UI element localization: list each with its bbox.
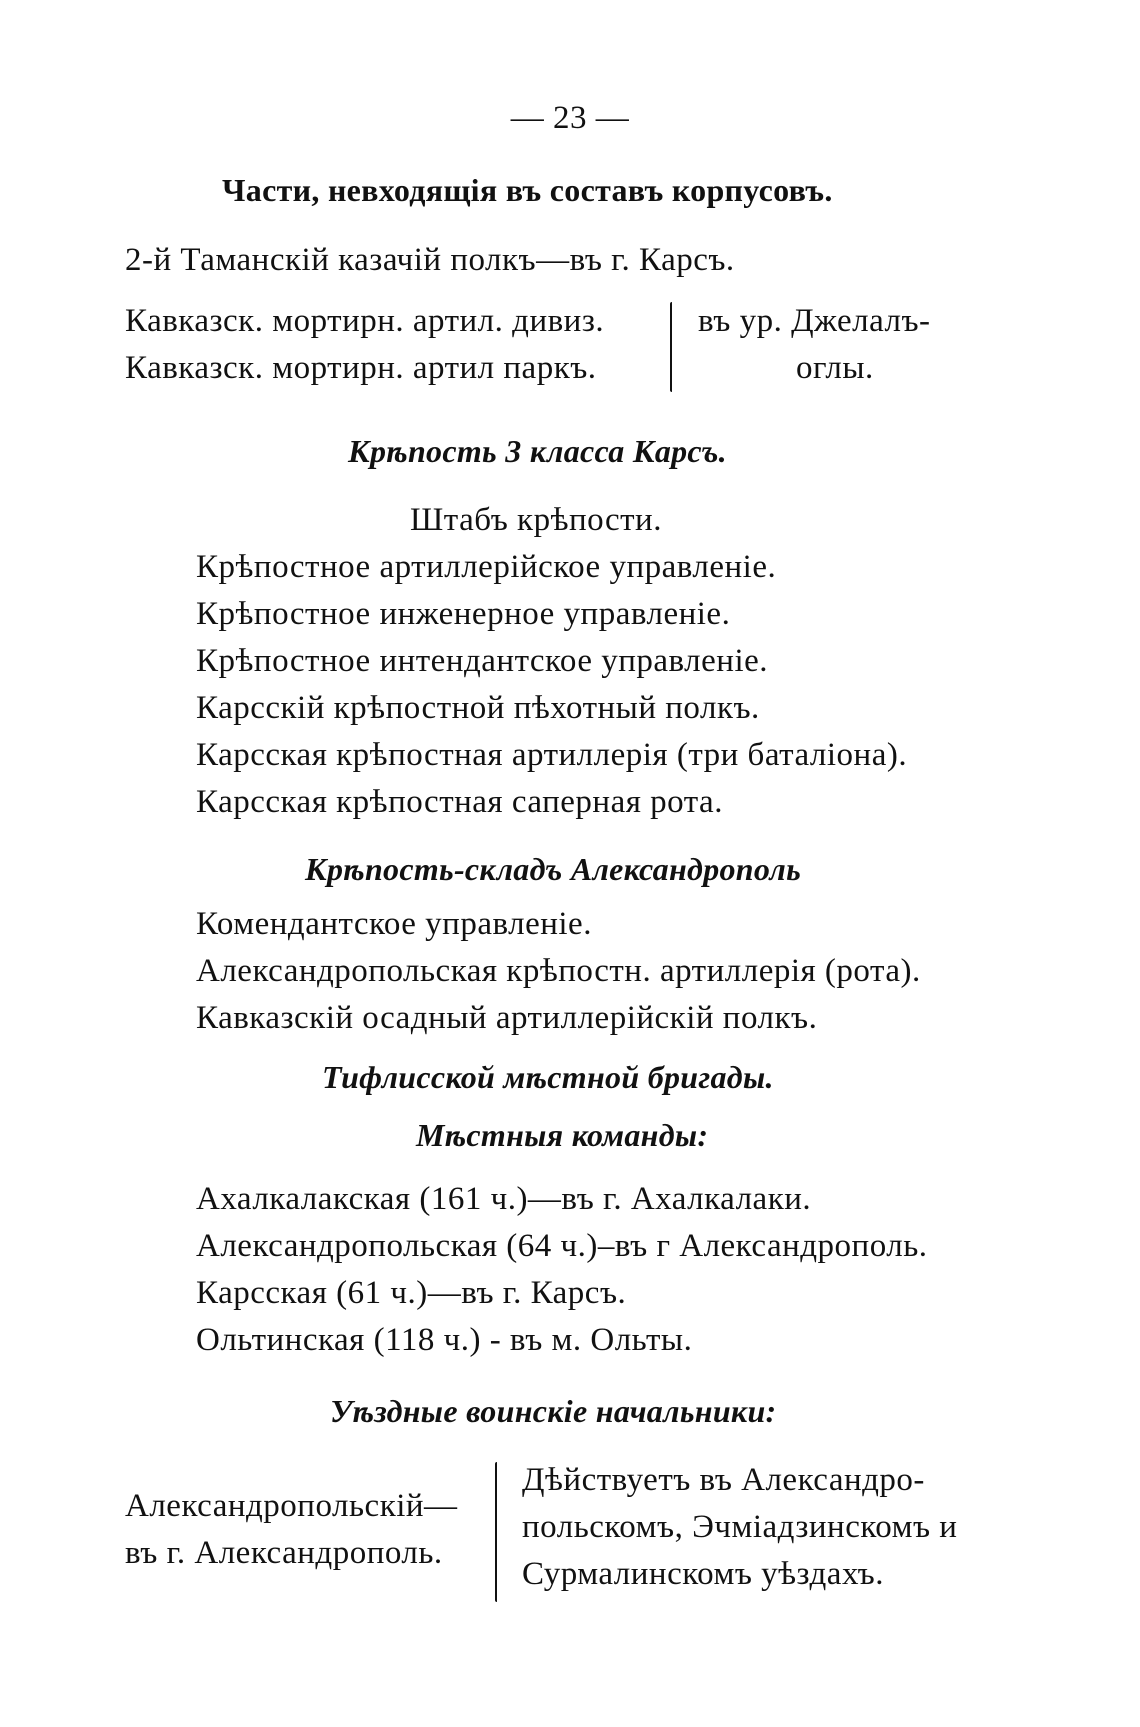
kars-item-1: Крѣпостное артиллерійское управленіе. [196, 549, 777, 585]
local-command-1: Александропольская (64 ч.)–въ г Александрополь. [196, 1228, 928, 1264]
kars-item-6: Карсская крѣпостная саперная рота. [196, 784, 723, 820]
alexandropol-fortress-heading: Крѣпость-складъ Александрополь [305, 851, 802, 887]
district-right-line1: Дѣйствуетъ въ Александро- [522, 1462, 925, 1498]
district-chiefs-heading: Уѣздные воинскіе начальники: [330, 1393, 777, 1429]
kars-fortress-heading: Крѣпость 3 класса Карсъ. [348, 433, 727, 469]
mortar-location-line1: въ ур. Джелалъ- [698, 303, 931, 339]
alexandropol-item-2: Кавказскій осадный артиллерійскій полкъ. [196, 1000, 818, 1036]
district-right-line3: Сурмалинскомъ уѣздахъ. [522, 1556, 884, 1592]
alexandropol-item-1: Александропольская крѣпостн. артиллерія (рота). [196, 953, 921, 989]
local-command-0: Ахалкалакская (161 ч.)—въ г. Ахалкалаки. [196, 1181, 812, 1217]
mortar-location-line2: оглы. [796, 350, 874, 386]
kars-item-3: Крѣпостное интендантское управленіе. [196, 643, 769, 679]
alexandropol-item-0: Комендантское управленіе. [196, 906, 592, 942]
kars-item-4: Карсскій крѣпостной пѣхотный полкъ. [196, 690, 760, 726]
district-right-line2: польскомъ, Эчміадзинскомъ и [522, 1509, 958, 1545]
tiflis-brigade-heading: Тифлисской мѣстной бригады. [322, 1059, 774, 1095]
section-title: Части, невходящія въ составъ корпусовъ. [222, 172, 833, 208]
kars-item-0: Штабъ крѣпости. [410, 502, 662, 538]
district-left-line1: Александропольскій— [125, 1488, 458, 1524]
mortar-division-line: Кавказск. мортирн. артил. дивиз. [125, 303, 605, 339]
brace-mortar [670, 302, 678, 392]
brace-district [495, 1462, 503, 1602]
district-left-line2: въ г. Александрополь. [125, 1535, 443, 1571]
page-number: — 23 — [510, 100, 630, 136]
taman-regiment-line: 2-й Таманскій казачій полкъ—въ г. Карсъ. [125, 242, 735, 278]
local-command-3: Ольтинская (118 ч.) - въ м. Ольты. [196, 1322, 693, 1358]
mortar-park-line: Кавказск. мортирн. артил паркъ. [125, 350, 597, 386]
local-command-2: Карсская (61 ч.)—въ г. Карсъ. [196, 1275, 627, 1311]
local-commands-heading: Мѣстныя команды: [416, 1117, 709, 1153]
kars-item-5: Карсская крѣпостная артиллерія (три баталіона). [196, 737, 908, 773]
kars-item-2: Крѣпостное инженерное управленіе. [196, 596, 731, 632]
